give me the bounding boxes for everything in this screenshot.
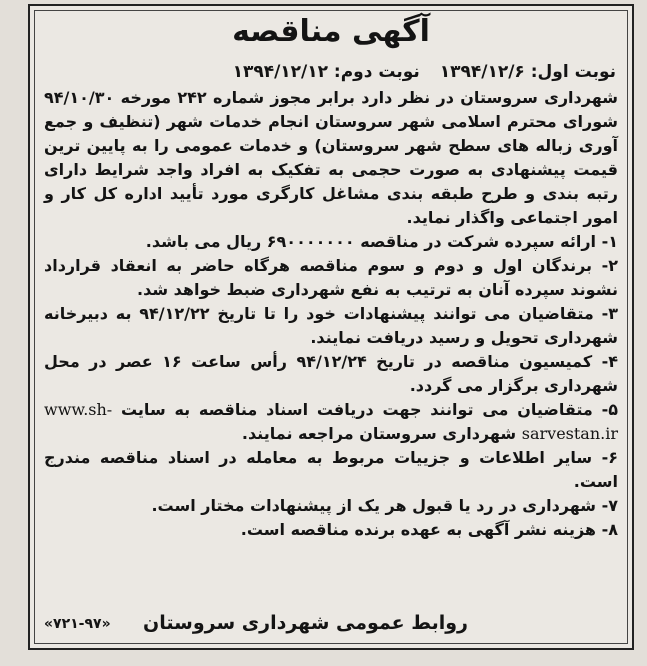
notice-item-1: ۱- ارائه سپرده شرکت در مناقصه ۶۹۰۰۰۰۰۰۰ ریال می باشد. [145,232,618,251]
notice-item-6: ۶- سایر اطلاعات و جزییات مربوط به معامله در اسناد مناقصه مندرج است. [44,448,618,491]
notice-item-3: ۳- متقاضیان می توانند پیشنهادات خود را تا تاریخ ۹۴/۱۲/۲۲ به دبیرخانه شهرداری تحویل و رسید دریافت نمایند. [44,304,618,347]
notice-title: آگهی مناقصه [232,14,430,49]
notice-code: «۷۲۱-۹۷» [44,616,111,632]
notice-item-7: ۷- شهرداری در رد یا قبول هر یک از پیشنهادات مختار است. [151,496,618,515]
notice-item-2: ۲- برندگان اول و دوم و سوم مناقصه هرگاه حاضر به انعقاد قرارداد نشوند سپرده آنان به ترتیب به نفع شهرداری ضبط خواهد شد. [44,256,618,299]
first-publication-date: نوبت اول: ۱۳۹۴/۱۲/۶ [439,62,616,82]
notice-item-4: ۴- کمیسیون مناقصه در تاریخ ۹۴/۱۲/۲۴ رأس ساعت ۱۶ عصر در محل شهرداری برگزار می گردد. [44,352,619,395]
second-publication-date: نوبت دوم: ۱۳۹۴/۱۲/۱۲ [232,62,420,82]
notice-intro: شهرداری سروستان در نظر دارد برابر مجوز شماره ۲۴۲ مورخه ۹۴/۱۰/۳۰ شورای محترم اسلامی شهر سروستان انجام خدمات شهر (تنظیف و جمع آوری زباله های سطح شهر سروستان) و خدمات عمومی را به پایین ترین قیمت پیشنهادی به صورت حجمی به تفکیک به افراد واجد شرایط دارای رتبه بندی و طرح طبقه بندی مشاغل کارگری مورد تأیید اداره کل کار و امور اجتماعی واگذار نماید. [44,88,618,227]
website-link[interactable]: www.sh-sarvestan.ir [44,400,618,443]
notice-item-5 [44,398,618,446]
notice-item-5-text: ۵- متقاضیان می توانند جهت دریافت اسناد مناقصه به سایت [120,400,618,419]
notice-frame [28,4,634,650]
notice-body [44,86,618,542]
notice-item-8: ۸- هزینه نشر آگهی به عهده برنده مناقصه است. [240,520,618,539]
notice-footer [44,612,618,638]
publication-dates [46,62,616,82]
signature: روابط عمومی شهرداری سروستان [143,612,468,634]
notice-item-5-continued: شهرداری سروستان مراجعه نمایند. [241,424,517,443]
